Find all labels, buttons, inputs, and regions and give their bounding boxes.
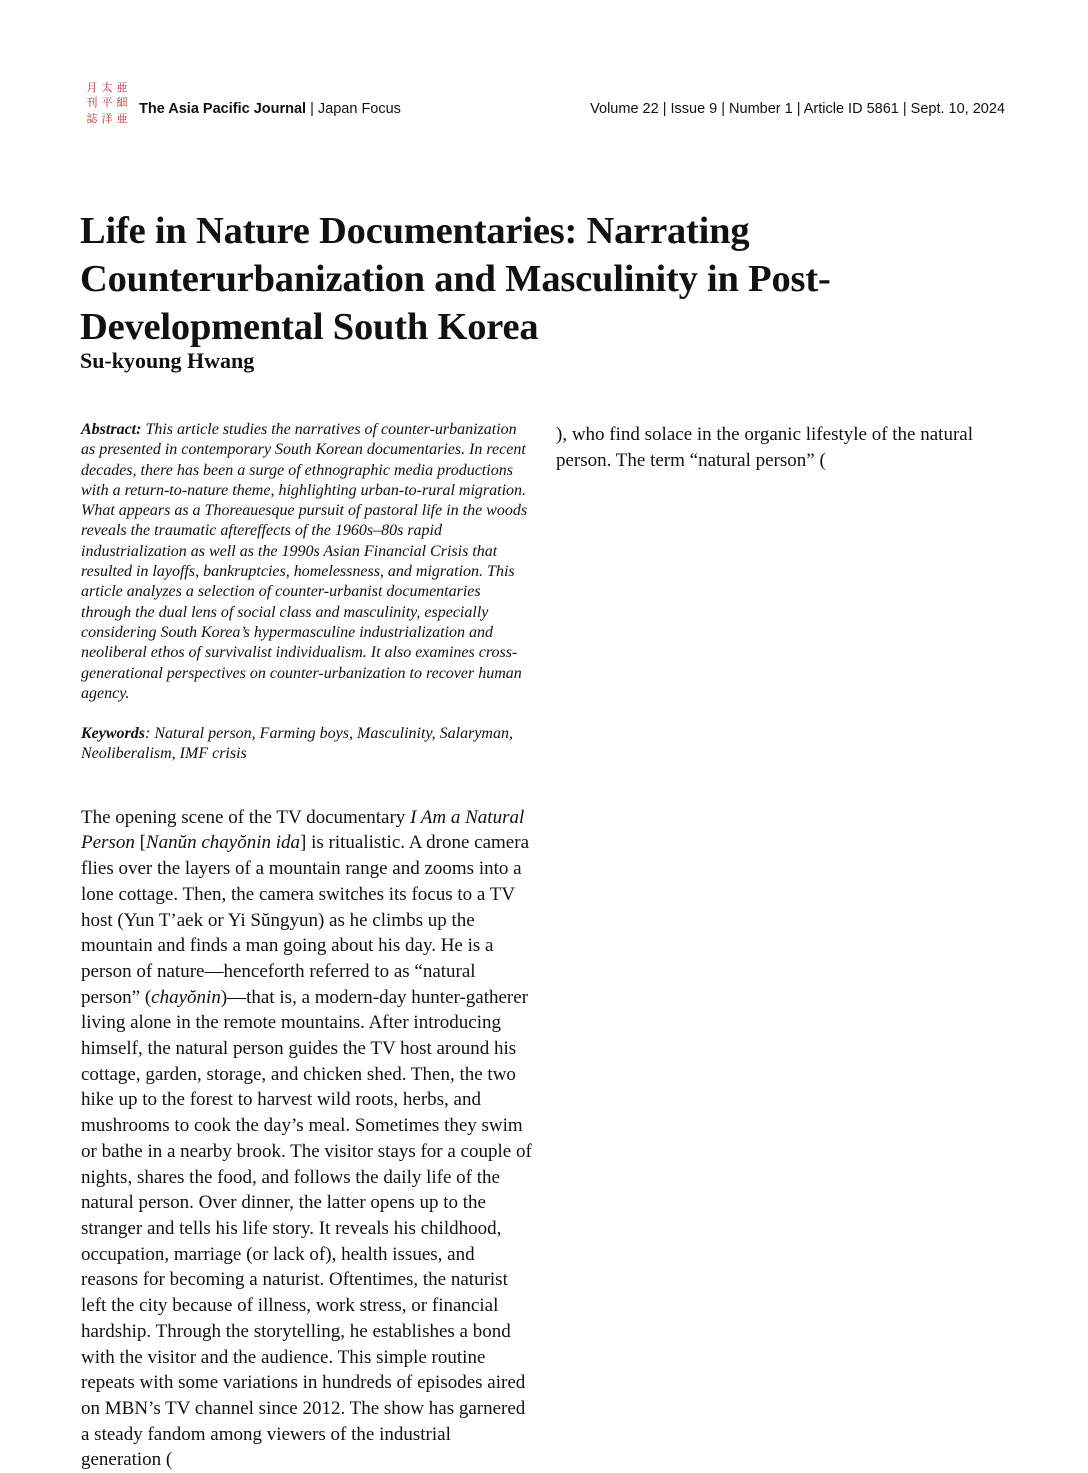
journal-separator: | [306, 101, 318, 117]
logo-char: 細 [116, 96, 128, 110]
left-column [81, 420, 533, 1473]
italic-term: chayŏnin [151, 986, 221, 1008]
abstract-text: This article studies the narratives of counter-urbanization as presented in contemporary South Korean documentaries. In recent decades, there has been a surge of ethnographic media productions with a return-to-nature theme, highlighting urban-to-rural migration. What appears as a Thoreauesque pursuit of pastoral life in the woods reveals the traumatic aftereffects of the 1960s–80s rapid industrialization as well as the 1990s Asian Financial Crisis that resulted in layoffs, bankruptcies, homelessness, and migration. This article analyzes a selection of counter-urbanist documentaries through the dual lens of social class and masculinity, especially considering South Korea’s hypermasculine industrialization and neoliberal ethos of survivalist individualism. It also examines cross-generational perspectives on counter-urbanization to recover human agency. [81, 421, 528, 702]
italic-title: Nanŭn chayŏnin ida [145, 832, 301, 854]
keywords-text: : Natural person, Farming boys, Masculinity, Salaryman, Neoliberalism, IMF crisis [81, 725, 513, 763]
logo-char: 刊 [86, 96, 98, 110]
logo-char: 亜 [116, 80, 128, 94]
logo-char: 平 [101, 96, 113, 110]
journal-name [139, 101, 401, 117]
journal-title: The Asia Pacific Journal [139, 101, 307, 117]
article-title: Life in Nature Documentaries: Narrating Counterurbanization and Masculinity in Post-Developmental South Korea [80, 210, 831, 348]
logo-char: 太 [101, 80, 113, 94]
text-run: ] is ritualistic. A drone camera flies over the layers of a mountain range and zooms into a lone cottage. Then, the camera switches its focus to a TV host (Yun T’aek or Yi Sŭngyun) as he climbs up the mountain and finds a man going about his day. He is a person of nature—henceforth referred to as “natural person” ( [81, 832, 529, 1008]
body-paragraph-1-continued [556, 422, 994, 473]
right-column [556, 422, 994, 473]
text-run: ), who find solace in the organic lifestyle of the natural person. The term “natural person” ( [556, 424, 973, 471]
logo-char: 月 [86, 80, 98, 94]
text-run: The opening scene of the TV documentary [81, 806, 411, 828]
article-author: Su-kyoung Hwang [80, 348, 255, 373]
journal-header [85, 80, 1005, 126]
abstract [81, 420, 533, 704]
issue-info: Volume 22 | Issue 9 | Number 1 | Article ID 5861 | Sept. 10, 2024 [590, 101, 1005, 117]
text-run: [ [134, 832, 146, 854]
text-run: )—that is, a modern-day hunter-gatherer living alone in the remote mountains. After introducing himself, the natural person guides the TV host around his cottage, garden, storage, and chicken shed. Then, the two hike up to the forest to harvest wild roots, herbs, and mushrooms to cook the day’s meal. Sometimes they swim or bathe in a nearby brook. The visitor stays for a couple of nights, shares the food, and follows the daily life of the natural person. Over dinner, the latter opens up to the stranger and tells his life story. It reveals his childhood, occupation, marriage (or lack of), health issues, and reasons for becoming a naturist. Oftentimes, the naturist left the city because of illness, work stress, or financial hardship. Through the storytelling, he establishes a bond with the visitor and the audience. This simple routine repeats with some variations in hundreds of episodes aired on MBN’s TV channel since 2012. The show has garnered a steady fandom among viewers of the industrial generation ( [81, 986, 532, 1471]
keywords [81, 724, 533, 765]
logo-char: 誌 [86, 112, 98, 126]
abstract-label: Abstract: [81, 421, 142, 438]
italic-title: I Am a Natural Person [81, 806, 525, 854]
logo-char: 洋 [101, 112, 113, 126]
journal-logo [85, 80, 129, 126]
logo-char: 亜 [116, 112, 128, 126]
keywords-label: Keywords [81, 725, 145, 743]
body-paragraph-1 [81, 805, 533, 1473]
journal-subtitle: Japan Focus [317, 101, 401, 117]
